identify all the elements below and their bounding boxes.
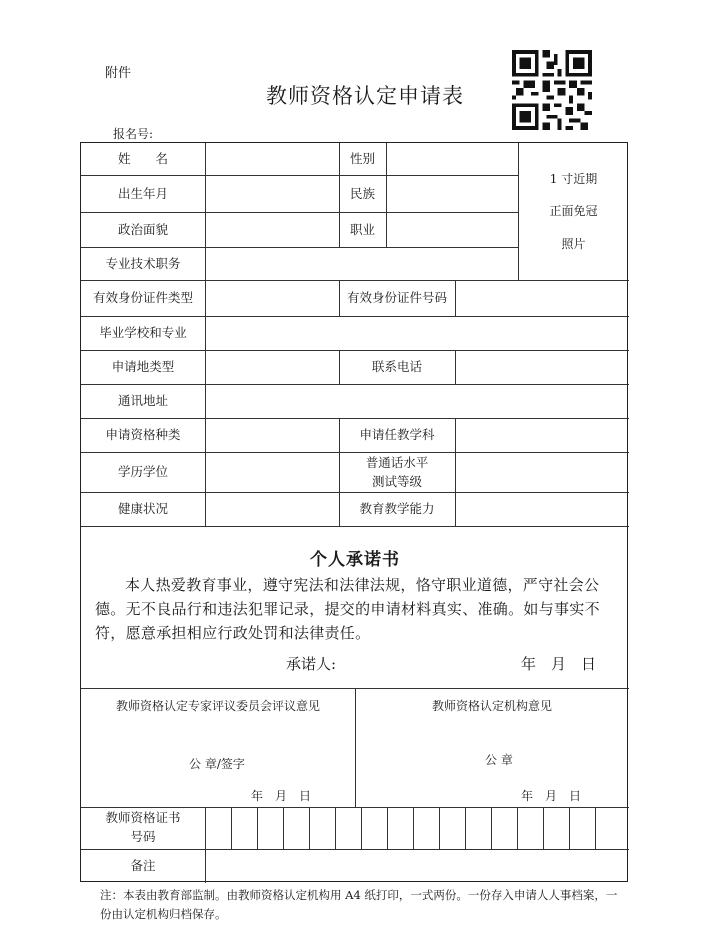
- footnote: 注：本表由教育部监制。由教师资格认定机构用 A4 纸打印，一式两份。一份存入申请人人事档案，一份由认定机构归档保存。: [100, 888, 618, 921]
- remarks-label: 备注: [130, 858, 156, 873]
- school-major-label: 毕业学校和专业: [99, 325, 187, 340]
- health-label: 健康状况: [117, 501, 168, 516]
- cert-type-field[interactable]: [205, 418, 339, 452]
- pledge-body: 本人热爱教育事业，遵守宪法和法律法规，恪守职业道德，严守社会公德。无不良品行和违法犯罪记录，提交的申请材料真实、准确。如与事实不符，愿意承担相应行政处罚和法律责任。: [95, 576, 600, 642]
- birth-label: 出生年月: [117, 185, 168, 201]
- application-form-table: [80, 142, 628, 882]
- education-field[interactable]: [205, 452, 339, 492]
- subject-field[interactable]: [455, 418, 629, 452]
- pledge-signer-label: 承诺人:: [286, 655, 337, 673]
- agency-opinion-title: 教师资格认定机构意见: [431, 699, 552, 713]
- mandarin-label-line1: 普通话水平: [365, 454, 429, 470]
- photo-label-line1: 1 寸近期: [549, 171, 598, 186]
- tech-title-field[interactable]: [205, 247, 518, 280]
- photo-box: [518, 143, 629, 280]
- occupation-field[interactable]: [386, 212, 518, 247]
- school-major-field[interactable]: [205, 316, 629, 350]
- education-label: 学历学位: [117, 464, 168, 479]
- phone-label: 联系电话: [371, 359, 422, 374]
- id-type-field[interactable]: [205, 280, 339, 316]
- pledge-title: 个人承诺书: [310, 550, 400, 570]
- gender-field[interactable]: [386, 143, 518, 175]
- occupation-label: 职业: [349, 221, 375, 237]
- mandarin-label-line2: 测试等级: [371, 474, 422, 489]
- remarks-field[interactable]: [205, 849, 629, 883]
- phone-field[interactable]: [455, 350, 629, 384]
- expert-date-label: 年 月 日: [251, 789, 312, 803]
- name-label: 姓 名: [117, 151, 168, 166]
- subject-label: 申请任教学科: [359, 427, 435, 442]
- teaching-ability-label: 教育教学能力: [359, 501, 435, 516]
- place-type-field[interactable]: [205, 350, 339, 384]
- political-status-field[interactable]: [205, 212, 339, 247]
- mandarin-level-label: [339, 452, 455, 492]
- tech-title-label: 专业技术职务: [105, 255, 181, 271]
- registration-number-label: 报名号:: [113, 127, 154, 141]
- agency-date-label: 年 月 日: [521, 789, 582, 803]
- ethnicity-field[interactable]: [386, 175, 518, 212]
- address-label: 通讯地址: [117, 393, 168, 408]
- name-field[interactable]: [205, 143, 339, 175]
- id-type-label: 有效身份证件类型: [92, 290, 193, 305]
- cert-label-line2: 号码: [130, 829, 156, 844]
- pledge-date-label: 年 月 日: [521, 655, 597, 673]
- id-number-field[interactable]: [455, 280, 629, 316]
- gender-label: 性别: [349, 151, 375, 166]
- birth-field[interactable]: [205, 175, 339, 212]
- health-field[interactable]: [205, 492, 339, 526]
- expert-seal-label: 公 章/签字: [189, 757, 245, 771]
- cert-label-line1: 教师资格证书: [105, 810, 181, 826]
- teaching-ability-field[interactable]: [455, 492, 629, 526]
- attachment-label: 附件: [105, 66, 132, 81]
- address-field[interactable]: [205, 384, 629, 418]
- id-number-label: 有效身份证件号码: [346, 290, 447, 305]
- certificate-number-label: [81, 807, 205, 849]
- mandarin-level-field[interactable]: [455, 452, 629, 492]
- expert-opinion-title: 教师资格认定专家评议委员会评议意见: [115, 699, 320, 713]
- qr-code-icon: [512, 50, 592, 130]
- photo-label-line2: 正面免冠: [549, 204, 598, 219]
- form-title: 教师资格认定申请表: [266, 84, 464, 108]
- cert-type-label: 申请资格种类: [105, 427, 181, 442]
- photo-label-line3: 照片: [561, 236, 586, 251]
- political-status-label: 政治面貌: [117, 221, 168, 237]
- ethnicity-label: 民族: [349, 185, 375, 201]
- place-type-label: 申请地类型: [111, 359, 175, 374]
- agency-seal-label: 公 章: [485, 753, 513, 767]
